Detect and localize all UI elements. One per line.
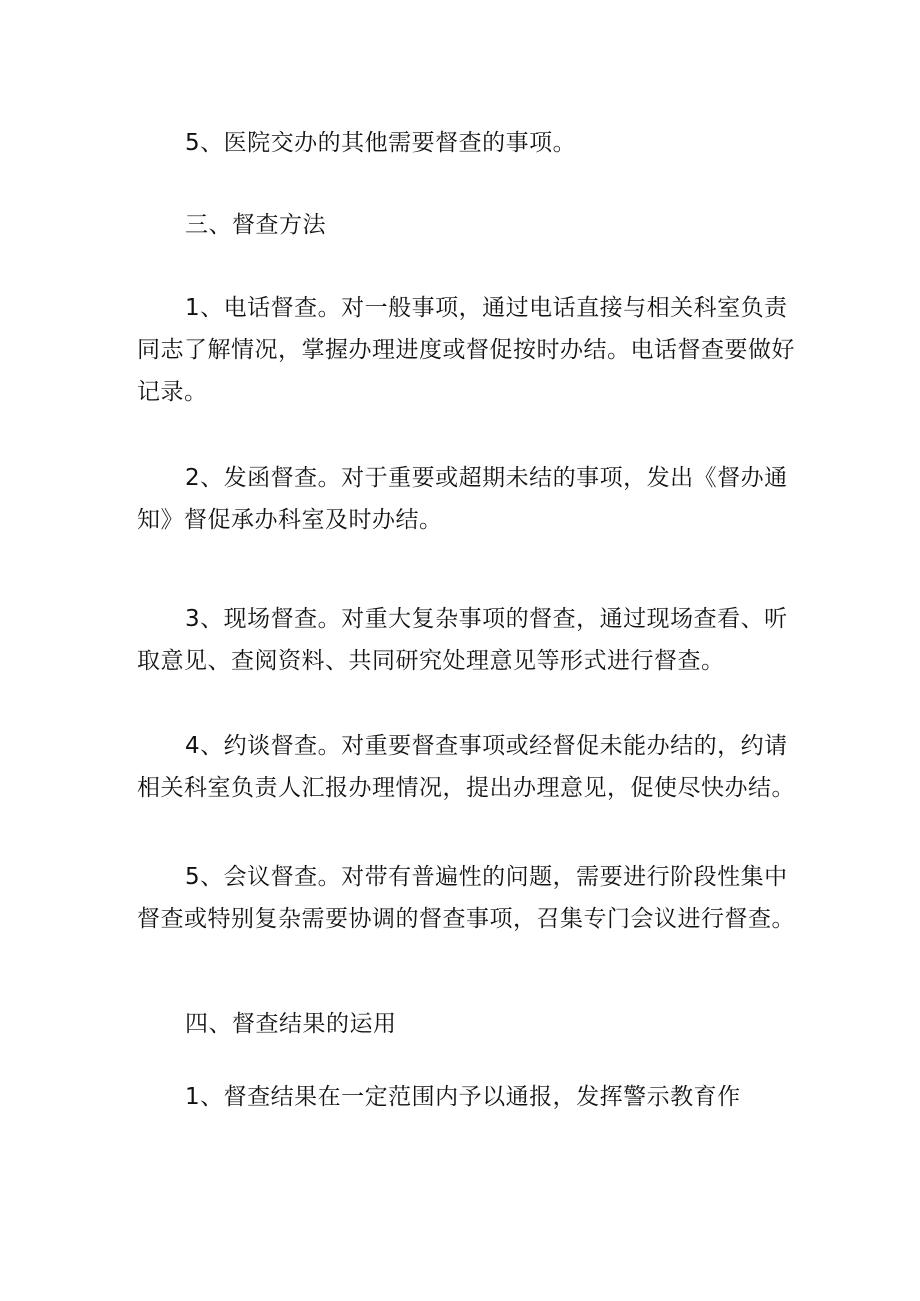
section-heading-results-usage: 四、督查结果的运用 bbox=[185, 1011, 397, 1037]
paragraph-result-notice: 1、督查结果在一定范围内予以通报，发挥警示教育作 bbox=[185, 1084, 741, 1110]
paragraph-item5-other: 5、医院交办的其他需要督查的事项。 bbox=[185, 130, 577, 156]
paragraph-method-letter: 2、发函督查。对于重要或超期未结的事项，发出《督办通知》督促承办科室及时办结。 bbox=[137, 465, 788, 533]
section-heading-supervision-methods: 三、督查方法 bbox=[185, 212, 326, 238]
paragraph-method-meeting: 5、会议督查。对带有普遍性的问题，需要进行阶段性集中督查或特别复杂需要协调的督查事项，召集专门会议进行督查。 bbox=[137, 864, 795, 932]
paragraph-method-phone: 1、电话督查。对一般事项，通过电话直接与相关科室负责同志了解情况，掌握办理进度或督促按时办结。电话督查要做好记录。 bbox=[137, 295, 795, 405]
paragraph-method-interview: 4、约谈督查。对重要督查事项或经督促未能办结的，约请相关科室负责人汇报办理情况，提出办理意见，促使尽快办结。 bbox=[137, 733, 795, 801]
paragraph-method-onsite: 3、现场督查。对重大复杂事项的督查，通过现场查看、听取意见、查阅资料、共同研究处理意见等形式进行督查。 bbox=[137, 606, 788, 674]
